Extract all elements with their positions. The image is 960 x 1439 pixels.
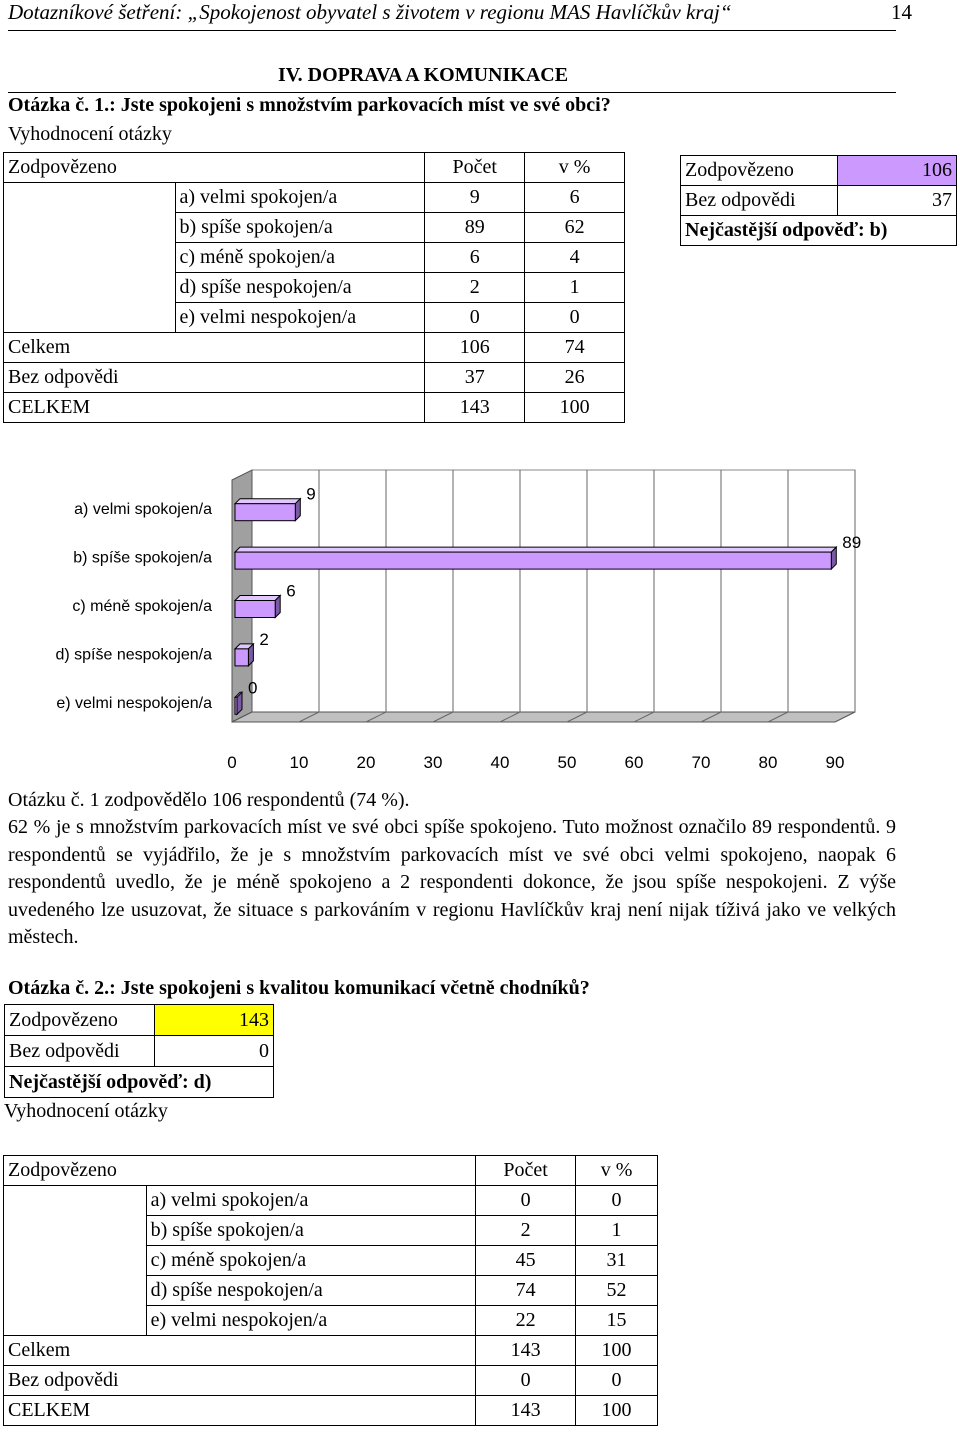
answered-label: Zodpovězeno	[5, 1005, 155, 1036]
header-divider	[8, 30, 896, 31]
q2-question: Otázka č. 2.: Jste spokojeni s kvalitou komunikací včetně chodníků?	[8, 977, 590, 999]
total-count: 37	[425, 363, 525, 393]
row-count: 45	[476, 1246, 576, 1276]
row-count: 22	[476, 1306, 576, 1336]
y-category-label: b) spíše spokojen/a	[73, 549, 212, 567]
total-label: Celkem	[4, 1336, 476, 1366]
row-label: a) velmi spokojen/a	[175, 183, 425, 213]
q2-summary-table	[4, 1004, 274, 1098]
row-pct: 15	[576, 1306, 658, 1336]
row-label: c) méně spokojen/a	[175, 243, 425, 273]
x-tick-label: 30	[423, 753, 443, 772]
header-label: Zodpovězeno	[4, 1156, 476, 1186]
x-tick-label: 80	[758, 753, 778, 772]
bar	[235, 649, 248, 666]
most-common-answer: Nejčastější odpověď: d)	[5, 1067, 274, 1098]
total-row	[4, 1396, 658, 1426]
total-row	[4, 333, 625, 363]
header-count: Počet	[425, 153, 525, 183]
row-pct: 0	[525, 303, 625, 333]
total-pct: 100	[576, 1396, 658, 1426]
row-count: 9	[425, 183, 525, 213]
q1-paragraph-1: Otázku č. 1 zodpovědělo 106 respondentů (74 %).	[8, 789, 410, 811]
most-common-answer: Nejčastější odpověď: b)	[681, 216, 957, 246]
table-row	[4, 183, 625, 213]
table-header-row	[4, 153, 625, 183]
total-count: 143	[476, 1336, 576, 1366]
total-pct: 0	[576, 1366, 658, 1396]
row-count: 0	[425, 303, 525, 333]
bar	[235, 552, 831, 569]
total-label: Bez odpovědi	[4, 363, 425, 393]
page-number: 14	[891, 0, 912, 24]
row-label: d) spíše nespokojen/a	[146, 1276, 476, 1306]
row-pct: 62	[525, 213, 625, 243]
total-count: 143	[425, 393, 525, 423]
bar	[235, 697, 237, 714]
y-category-label: c) méně spokojen/a	[72, 598, 212, 615]
no-answer-value: 37	[837, 186, 956, 216]
header-count: Počet	[476, 1156, 576, 1186]
row-label: e) velmi nespokojen/a	[146, 1306, 476, 1336]
row-pct: 1	[576, 1216, 658, 1246]
bar-top	[235, 499, 300, 504]
row-label: b) spíše spokojen/a	[175, 213, 425, 243]
chart-back-wall	[252, 470, 855, 712]
total-label: CELKEM	[4, 393, 425, 423]
bar	[235, 601, 275, 618]
total-row	[4, 1336, 658, 1366]
q1-bar-chart	[0, 460, 960, 780]
total-count: 0	[476, 1366, 576, 1396]
no-answer-value: 0	[154, 1036, 273, 1067]
row-pct: 52	[576, 1276, 658, 1306]
data-label: 0	[248, 678, 258, 698]
total-pct: 74	[525, 333, 625, 363]
row-pct: 1	[525, 273, 625, 303]
x-tick-label: 20	[356, 753, 376, 772]
q1-summary-table	[680, 155, 957, 246]
header-title: Dotazníkové šetření: „Spokojenost obyvatel s životem v regionu MAS Havlíčkův kraj“	[8, 0, 732, 24]
total-label: Bez odpovědi	[4, 1366, 476, 1396]
row-pct: 6	[525, 183, 625, 213]
q1-paragraph-2: 62 % je s množstvím parkovacích míst ve své obci spíše spokojeno. Tuto možnost označilo 89 respondentů. 9 respondentů se vyjádřilo, že je s množstvím parkovacích míst ve své obci velmi spokojeno, naopak 6 respondentů uvedlo, že je méně spokojeno a 2 respondenti dokonce, že jsou spíše nespokojeni. Z výše uvedeného lze usuzovat, že situace s parkováním v regionu Havlíčkův kraj není nijak tíživá jako ve velkých městech.	[8, 816, 896, 948]
total-label: Celkem	[4, 333, 425, 363]
row-label: c) méně spokojen/a	[146, 1246, 476, 1276]
x-tick-label: 60	[624, 753, 644, 772]
row-pct: 0	[576, 1186, 658, 1216]
row-pct: 31	[576, 1246, 658, 1276]
bar-top	[235, 596, 280, 601]
total-pct: 100	[525, 393, 625, 423]
total-pct: 100	[576, 1336, 658, 1366]
section-divider	[8, 92, 896, 93]
row-count: 6	[425, 243, 525, 273]
q1-eval-label: Vyhodnocení otázky	[8, 123, 172, 145]
data-label: 89	[842, 533, 862, 553]
x-tick-label: 10	[289, 753, 309, 772]
no-answer-label: Bez odpovědi	[681, 186, 838, 216]
y-category-label: d) spíše nespokojen/a	[55, 646, 212, 664]
q1-question: Otázka č. 1.: Jste spokojeni s množstvím parkovacích míst ve své obci?	[8, 94, 611, 116]
q1-results-table	[3, 152, 625, 423]
total-count: 143	[476, 1396, 576, 1426]
section-title: IV. DOPRAVA A KOMUNIKACE	[278, 64, 569, 86]
row-count: 0	[476, 1186, 576, 1216]
page-header	[8, 0, 948, 28]
row-label: e) velmi nespokojen/a	[175, 303, 425, 333]
answered-value: 106	[837, 156, 956, 186]
y-category-label: e) velmi nespokojen/a	[56, 694, 212, 712]
data-label: 9	[306, 484, 316, 504]
bar-top	[235, 547, 836, 552]
row-pct: 4	[525, 243, 625, 273]
answered-label: Zodpovězeno	[681, 156, 838, 186]
answered-value: 143	[154, 1005, 273, 1036]
y-category-label: a) velmi spokojen/a	[74, 501, 212, 519]
x-tick-label: 50	[557, 753, 577, 772]
q2-eval-label: Vyhodnocení otázky	[4, 1100, 168, 1122]
total-row	[4, 1366, 658, 1396]
x-tick-label: 0	[227, 753, 237, 772]
header-pct: v %	[576, 1156, 658, 1186]
table-row	[4, 1186, 658, 1216]
x-tick-label: 90	[825, 753, 845, 772]
total-label: CELKEM	[4, 1396, 476, 1426]
bar	[235, 504, 295, 521]
row-label: d) spíše nespokojen/a	[175, 273, 425, 303]
total-count: 106	[425, 333, 525, 363]
row-label: a) velmi spokojen/a	[146, 1186, 476, 1216]
row-label: b) spíše spokojen/a	[146, 1216, 476, 1246]
row-count: 2	[476, 1216, 576, 1246]
q2-results-table	[3, 1155, 658, 1426]
table-header-row	[4, 1156, 658, 1186]
no-answer-label: Bez odpovědi	[5, 1036, 155, 1067]
x-tick-label: 40	[490, 753, 510, 772]
header-pct: v %	[525, 153, 625, 183]
chart-floor	[232, 712, 855, 722]
x-tick-label: 70	[691, 753, 711, 772]
data-label: 6	[286, 581, 296, 601]
row-count: 2	[425, 273, 525, 303]
row-count: 74	[476, 1276, 576, 1306]
total-row	[4, 363, 625, 393]
total-row	[4, 393, 625, 423]
row-count: 89	[425, 213, 525, 243]
total-pct: 26	[525, 363, 625, 393]
header-label: Zodpovězeno	[4, 153, 425, 183]
data-label: 2	[259, 629, 269, 649]
